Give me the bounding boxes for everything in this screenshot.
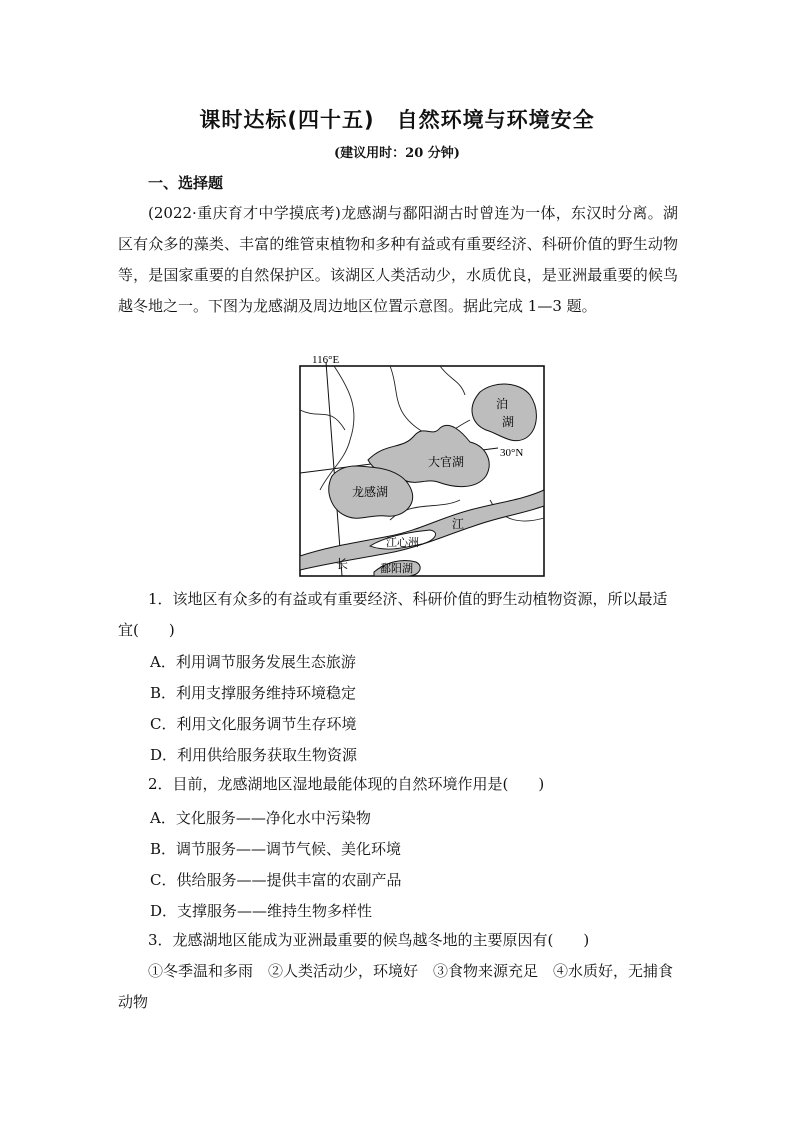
section-heading: 一、选择题 [148, 174, 224, 192]
intro-text: (2022·重庆育才中学摸底考)龙感湖与鄱阳湖古时曾连为一体，东汉时分离。湖区有众多的藻类、丰富的维管束植物和多种有益或有重要经济、科研价值的野生动物等，是国家重要的自然保护区。该湖区人类活动少，水质优良，是亚洲最重要的候鸟越冬地之一。下图为龙感湖及周边地区位置示意图。据此完成 1—3 题。 [118, 204, 678, 315]
question-3 [118, 925, 678, 956]
label-30n: 30°N [500, 447, 524, 459]
label-chang: 长 [336, 557, 349, 571]
question-3-statements: ①冬季温和多雨 ②人类活动少，环境好 ③食物来源充足 ④水质好，无捕食动物 [118, 962, 674, 1011]
option-1c: C．利用文化服务调节生存环境 [150, 715, 357, 733]
label-lake-top-1: 泊 [496, 397, 509, 411]
option-1a: A．利用调节服务发展生态旅游 [150, 653, 356, 671]
label-116e: 116°E [312, 354, 340, 366]
label-longganhu: 龙感湖 [352, 485, 389, 499]
intro-passage [118, 198, 678, 322]
label-dagunhu: 大官湖 [428, 455, 465, 469]
question-stem: 2．目前，龙感湖地区湿地最能体现的自然环境作用是( ) [148, 775, 545, 793]
option-1d: D．利用供给服务获取生物资源 [150, 746, 358, 764]
question-stem: 1．该地区有众多的有益或有重要经济、科研价值的野生动植物资源，所以最适宜( ) [118, 590, 668, 639]
option-2b: B．调节服务——调节气候、美化环境 [150, 840, 402, 858]
time-suggestion: (建议用时：20 分钟) [334, 146, 460, 161]
option-2d: D．支撑服务——维持生物多样性 [150, 902, 373, 920]
label-lake-top-2: 湖 [502, 415, 515, 429]
option-2c: C．供给服务——提供丰富的农副产品 [150, 871, 402, 889]
option-2a: A．文化服务——净化水中污染物 [150, 809, 371, 827]
question-stem: 3．龙感湖地区能成为亚洲最重要的候鸟越冬地的主要原因有( ) [148, 931, 590, 949]
location-map [290, 350, 550, 582]
label-jiangxinzhou: 江心洲 [386, 536, 419, 549]
question-1 [118, 584, 678, 646]
option-1b: B．利用支撑服务维持环境稳定 [150, 684, 357, 702]
label-jiang: 江 [452, 517, 465, 531]
question-2 [118, 769, 678, 800]
label-poyanghu: 鄱阳湖 [380, 562, 413, 575]
page-title: 课时达标(四十五) 自然环境与环境安全 [199, 108, 595, 132]
